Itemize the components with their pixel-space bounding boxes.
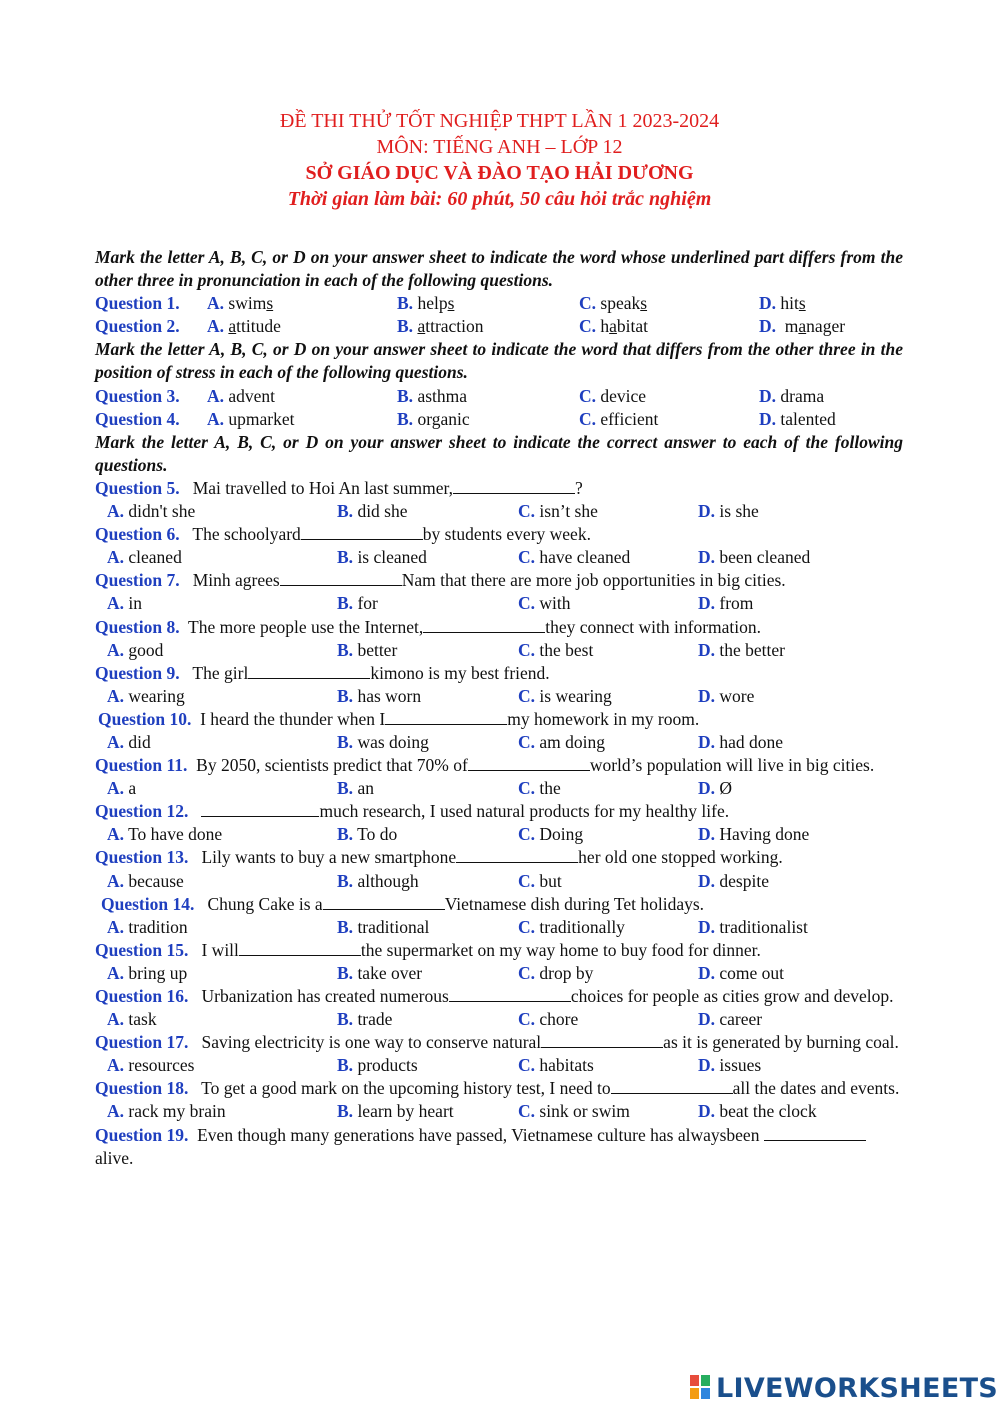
option-d[interactable]: D. despite (698, 870, 769, 891)
option-a[interactable]: A. To have done (107, 824, 223, 845)
option-c[interactable]: C. the best (518, 639, 594, 660)
options-7 (95, 592, 903, 615)
option-b[interactable]: B. take over (337, 962, 423, 983)
exam-title: ĐỀ THI THỬ TỐT NGHIỆP THPT LẦN 1 2023-2024 (279, 110, 720, 132)
question-2 (95, 315, 903, 338)
option-c[interactable]: C. have cleaned (518, 547, 631, 568)
option-c[interactable]: C. chore (518, 1009, 579, 1030)
option-a[interactable]: A. because (107, 870, 184, 891)
question-7: Question 7. Minh agrees Nam that there are more job opportunities in big cities. (95, 570, 786, 591)
option-a[interactable]: A. bring up (107, 962, 188, 983)
exam-content (95, 246, 903, 1170)
option-b[interactable]: B. To do (337, 824, 398, 845)
question-5: Question 5. Mai travelled to Hoi An last summer, ? (95, 477, 583, 498)
option-c[interactable]: C. traditionally (518, 916, 625, 937)
option-d[interactable]: D. hits (759, 293, 806, 314)
option-c[interactable]: C. sink or swim (518, 1101, 630, 1122)
option-a[interactable]: A. good (107, 639, 164, 660)
option-c[interactable]: C. speaks (579, 293, 648, 314)
options-5 (95, 500, 903, 523)
option-d[interactable]: D. the better (698, 639, 785, 660)
answer-blank[interactable] (449, 987, 571, 1002)
option-a[interactable]: A. swims (207, 293, 274, 314)
option-d[interactable]: D. Ø (698, 778, 733, 799)
option-c[interactable]: C. is wearing (518, 685, 612, 706)
answer-blank[interactable] (201, 802, 319, 817)
option-b[interactable]: B. for (337, 593, 378, 614)
question-6: Question 6. The schoolyard by students every week. (95, 524, 591, 545)
instruction-pronunciation: Mark the letter A, B, C, or D on your answer sheet to indicate the word whose underlined part differs from the other three in pronunciation in each of the following questions. (95, 247, 903, 291)
question-11: Question 11. By 2050, scientists predict that 70% of world’s population will live in big cities. (95, 755, 875, 776)
answer-blank[interactable] (280, 571, 402, 586)
exam-subject: MÔN: TIẾNG ANH – LỚP 12 (376, 136, 623, 158)
option-a[interactable]: A. in (107, 593, 143, 614)
option-d[interactable]: D. wore (698, 685, 755, 706)
question-label: Question 2. (95, 316, 180, 337)
option-d[interactable]: D. traditionalist (698, 916, 808, 937)
question-15: Question 15. I will the supermarket on my way home to buy food for dinner. (95, 939, 761, 960)
option-b[interactable]: B. better (337, 639, 398, 660)
options-17 (95, 1054, 903, 1077)
question-4 (95, 408, 903, 431)
answer-blank[interactable] (323, 895, 445, 910)
option-a[interactable]: A. rack my brain (107, 1101, 226, 1122)
exam-duration: Thời gian làm bài: 60 phút, 50 câu hỏi trắc nghiệm (287, 188, 712, 210)
option-c[interactable]: C. drop by (518, 962, 594, 983)
option-b[interactable]: B. organic (397, 408, 470, 429)
option-b[interactable]: B. trade (337, 1009, 393, 1030)
option-a[interactable]: A. a (107, 778, 137, 799)
option-c[interactable]: C. habitats (518, 1055, 594, 1076)
instruction-stress: Mark the letter A, B, C, or D on your answer sheet to indicate the word that differs from the other three in the position of stress in each of the following questions. (95, 339, 903, 383)
option-d[interactable]: D. drama (759, 385, 825, 406)
option-c[interactable]: C. with (518, 593, 571, 614)
question-17: Question 17. Saving electricity is one way to conserve natural as it is generated by burning coal. (95, 1032, 899, 1053)
answer-blank[interactable] (385, 710, 507, 725)
question-label: Question 1. (95, 293, 180, 314)
option-a[interactable]: A. upmarket (207, 408, 295, 429)
answer-blank[interactable] (764, 1126, 866, 1141)
option-b[interactable]: B. is cleaned (337, 547, 427, 568)
option-b[interactable]: B. although (337, 870, 419, 891)
option-d[interactable]: D. had done (698, 731, 784, 752)
exam-header (0, 108, 999, 212)
option-b[interactable]: B. was doing (337, 731, 429, 752)
option-b[interactable]: B. attraction (397, 316, 484, 337)
question-12: Question 12. much research, I used natural products for my healthy life. (95, 801, 730, 822)
option-d[interactable]: D. Having done (698, 824, 810, 845)
option-d[interactable]: D. talented (759, 408, 836, 429)
option-d[interactable]: D. from (698, 593, 754, 614)
option-a[interactable]: A. task (107, 1009, 157, 1030)
question-3 (95, 385, 903, 408)
option-c[interactable]: C. isn’t she (518, 501, 598, 522)
options-14 (95, 916, 903, 939)
option-b[interactable]: B. traditional (337, 916, 430, 937)
answer-blank[interactable] (301, 525, 423, 540)
option-c[interactable]: C. Doing (518, 824, 584, 845)
question-13: Question 13. Lily wants to buy a new smartphone her old one stopped working. (95, 847, 783, 868)
option-d[interactable]: D. career (698, 1009, 763, 1030)
liveworksheets-logo-icon (690, 1375, 712, 1401)
option-b[interactable]: B. asthma (397, 385, 468, 406)
options-18 (95, 1100, 903, 1123)
question-1 (95, 292, 903, 315)
option-b[interactable]: B. an (337, 778, 374, 799)
options-12 (95, 823, 903, 846)
option-d[interactable]: D. beat the clock (698, 1101, 817, 1122)
option-a[interactable]: A. tradition (107, 916, 188, 937)
option-d[interactable]: D. been cleaned (698, 547, 811, 568)
options-6 (95, 546, 903, 569)
options-16 (95, 1008, 903, 1031)
option-b[interactable]: B. products (337, 1055, 418, 1076)
answer-blank[interactable] (423, 618, 545, 633)
answer-blank[interactable] (611, 1079, 733, 1094)
exam-department: SỞ GIÁO DỤC VÀ ĐÀO TẠO HẢI DƯƠNG (305, 162, 694, 184)
option-a[interactable]: A. wearing (107, 685, 185, 706)
answer-blank[interactable] (248, 664, 370, 679)
option-a[interactable]: A. resources (107, 1055, 195, 1076)
options-9 (95, 685, 903, 708)
option-c[interactable]: C. but (518, 870, 562, 891)
option-a[interactable]: A. cleaned (107, 547, 182, 568)
option-c[interactable]: C. efficient (579, 408, 659, 429)
answer-blank[interactable] (456, 848, 578, 863)
option-d[interactable]: D. come out (698, 962, 785, 983)
option-a[interactable]: A. attitude (207, 316, 281, 337)
option-d[interactable]: D. is she (698, 501, 759, 522)
option-a[interactable]: A. didn't she (107, 501, 196, 522)
question-16: Question 16. Urbanization has created numerous choices for people as cities grow and develop. (95, 986, 894, 1006)
option-a[interactable]: A. advent (207, 385, 276, 406)
options-8 (95, 639, 903, 662)
question-10: Question 10. I heard the thunder when I my homework in my room. (98, 708, 700, 729)
question-19: Question 19. Even though many generations have passed, Vietnamese culture has alwaysbeen alive. (95, 1124, 903, 1170)
answer-blank[interactable] (468, 756, 590, 771)
option-b[interactable]: B. helps (397, 293, 455, 314)
options-13 (95, 870, 903, 893)
answer-blank[interactable] (453, 479, 575, 494)
option-d[interactable]: D. issues (698, 1055, 762, 1076)
question-label: Question 3. (95, 385, 180, 406)
option-b[interactable]: B. did she (337, 501, 408, 522)
options-10 (95, 731, 903, 754)
option-b[interactable]: B. has worn (337, 685, 422, 706)
logo-text: LIVEWORKSHEETS (716, 1372, 999, 1404)
option-d[interactable]: D. manager (759, 316, 846, 337)
option-b[interactable]: B. learn by heart (337, 1101, 454, 1122)
option-c[interactable]: C. habitat (579, 316, 649, 337)
options-11 (95, 777, 903, 800)
question-label: Question 4. (95, 408, 180, 429)
instruction-correct: Mark the letter A, B, C, or D on your answer sheet to indicate the correct answer to each of the following questions. (95, 431, 903, 475)
option-c[interactable]: C. device (579, 385, 647, 406)
option-a[interactable]: A. did (107, 731, 151, 752)
question-8: Question 8. The more people use the Internet, they connect with information. (95, 616, 762, 637)
question-18: Question 18. To get a good mark on the upcoming history test, I need to all the dates and events. (95, 1078, 900, 1099)
answer-blank[interactable] (541, 1033, 663, 1048)
option-c[interactable]: C. the (518, 778, 561, 799)
liveworksheets-logo (690, 1372, 998, 1404)
question-9: Question 9. The girl kimono is my best friend. (95, 662, 550, 683)
question-14: Question 14. Chung Cake is a Vietnamese dish during Tet holidays. (101, 893, 705, 914)
option-c[interactable]: C. am doing (518, 731, 606, 752)
options-15 (95, 962, 903, 985)
answer-blank[interactable] (239, 941, 361, 956)
